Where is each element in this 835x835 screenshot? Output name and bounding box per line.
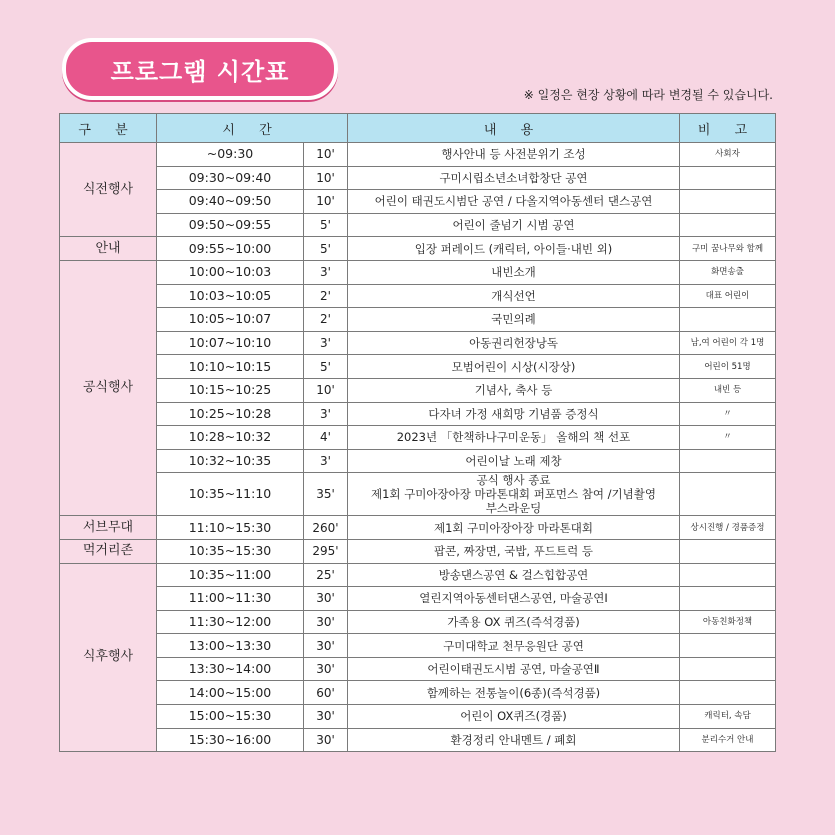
content-cell: 함께하는 전통놀이(6종)(즉석경품) [348, 681, 680, 705]
table-row [60, 378, 776, 402]
duration-cell: 2' [304, 308, 348, 332]
table-row [60, 516, 776, 540]
table-row [60, 284, 776, 308]
table-row [60, 166, 776, 190]
time-cell: 10:05~10:07 [157, 308, 304, 332]
table-row [60, 213, 776, 237]
content-cell: 입장 퍼레이드 (캐릭터, 아이들·내빈 외) [348, 237, 680, 261]
note-cell [680, 190, 776, 214]
note-cell: 어린이 51명 [680, 355, 776, 379]
duration-cell: 25' [304, 563, 348, 587]
content-cell: 어린이태권도시범 공연, 마술공연Ⅱ [348, 657, 680, 681]
time-cell: 09:55~10:00 [157, 237, 304, 261]
duration-cell: 5' [304, 213, 348, 237]
content-cell: 가족용 OX 퀴즈(즉석경품) [348, 610, 680, 634]
duration-cell: 2' [304, 284, 348, 308]
content-cell: 어린이 줄넘기 시범 공연 [348, 213, 680, 237]
duration-cell: 10' [304, 378, 348, 402]
header-category: 구 분 [60, 114, 157, 143]
table-row [60, 634, 776, 658]
content-cell: 환경정리 안내멘트 / 폐회 [348, 728, 680, 752]
duration-cell: 10' [304, 166, 348, 190]
note-cell [680, 563, 776, 587]
time-cell: 11:30~12:00 [157, 610, 304, 634]
note-cell [680, 449, 776, 473]
table-header-row [60, 114, 776, 143]
content-cell: 방송댄스공연 & 걸스힙합공연 [348, 563, 680, 587]
time-cell: 09:30~09:40 [157, 166, 304, 190]
duration-cell: 30' [304, 657, 348, 681]
note-cell: 구미 꿈나무와 함께 [680, 237, 776, 261]
duration-cell: 10' [304, 190, 348, 214]
note-cell: 내빈 등 [680, 378, 776, 402]
duration-cell: 3' [304, 331, 348, 355]
content-cell: 기념사, 축사 등 [348, 378, 680, 402]
note-cell: 사회자 [680, 143, 776, 167]
duration-cell: 295' [304, 539, 348, 563]
duration-cell: 3' [304, 260, 348, 284]
time-cell: 11:00~11:30 [157, 587, 304, 611]
note-cell [680, 473, 776, 516]
duration-cell: 30' [304, 587, 348, 611]
duration-cell: 60' [304, 681, 348, 705]
time-cell: 10:03~10:05 [157, 284, 304, 308]
time-cell: 15:30~16:00 [157, 728, 304, 752]
note-cell: 〃 [680, 426, 776, 450]
header-time: 시 간 [157, 114, 348, 143]
time-cell: 10:28~10:32 [157, 426, 304, 450]
category-cell: 식전행사 [60, 143, 157, 237]
note-cell: 분리수거 안내 [680, 728, 776, 752]
header-content: 내 용 [348, 114, 680, 143]
content-cell: 구미대학교 천무응원단 공연 [348, 634, 680, 658]
table-row [60, 610, 776, 634]
time-cell: 10:32~10:35 [157, 449, 304, 473]
table-row [60, 331, 776, 355]
time-cell: 11:10~15:30 [157, 516, 304, 540]
content-cell: 어린이 태권도시범단 공연 / 다올지역아동센터 댄스공연 [348, 190, 680, 214]
table-row [60, 681, 776, 705]
time-cell: ~09:30 [157, 143, 304, 167]
category-cell: 공식행사 [60, 260, 157, 515]
duration-cell: 4' [304, 426, 348, 450]
duration-cell: 5' [304, 355, 348, 379]
schedule-table [59, 113, 776, 752]
table-row [60, 426, 776, 450]
table-row [60, 539, 776, 563]
time-cell: 10:35~11:00 [157, 563, 304, 587]
duration-cell: 30' [304, 728, 348, 752]
duration-cell: 35' [304, 473, 348, 516]
table-row [60, 237, 776, 261]
table-row [60, 190, 776, 214]
time-cell: 09:50~09:55 [157, 213, 304, 237]
schedule-notice: ※ 일정은 현장 상황에 따라 변경될 수 있습니다. [523, 88, 773, 102]
table-row [60, 143, 776, 167]
content-cell: 어린이날 노래 제창 [348, 449, 680, 473]
table-row [60, 355, 776, 379]
content-cell: 개식선언 [348, 284, 680, 308]
duration-cell: 3' [304, 402, 348, 426]
table-row [60, 260, 776, 284]
note-cell: 〃 [680, 402, 776, 426]
note-cell: 대표 어린이 [680, 284, 776, 308]
content-cell: 2023년 「한책하나구미운동」 올해의 책 선포 [348, 426, 680, 450]
content-cell: 내빈소개 [348, 260, 680, 284]
content-cell: 다자녀 가정 새희망 기념품 증정식 [348, 402, 680, 426]
time-cell: 10:00~10:03 [157, 260, 304, 284]
content-cell: 행사안내 등 사전분위기 조성 [348, 143, 680, 167]
category-cell: 식후행사 [60, 563, 157, 752]
time-cell: 10:07~10:10 [157, 331, 304, 355]
table-row [60, 705, 776, 729]
time-cell: 10:35~15:30 [157, 539, 304, 563]
note-cell: 캐릭터, 속담 [680, 705, 776, 729]
page-title: 프로그램 시간표 [62, 38, 338, 100]
note-cell [680, 587, 776, 611]
table-row [60, 728, 776, 752]
time-cell: 13:00~13:30 [157, 634, 304, 658]
table-row [60, 402, 776, 426]
note-cell [680, 166, 776, 190]
note-cell: 아동친화정책 [680, 610, 776, 634]
content-cell: 공식 행사 종료 제1회 구미아장아장 마라톤대회 퍼포먼스 참여 /기념촬영 부스라운딩 [348, 473, 680, 516]
table-row [60, 308, 776, 332]
content-cell: 국민의례 [348, 308, 680, 332]
note-cell [680, 308, 776, 332]
time-cell: 15:00~15:30 [157, 705, 304, 729]
duration-cell: 30' [304, 705, 348, 729]
content-cell: 아동권리헌장낭독 [348, 331, 680, 355]
note-cell [680, 539, 776, 563]
note-cell [680, 681, 776, 705]
note-cell [680, 657, 776, 681]
table-row [60, 473, 776, 516]
duration-cell: 260' [304, 516, 348, 540]
time-cell: 10:35~11:10 [157, 473, 304, 516]
table-row [60, 449, 776, 473]
note-cell [680, 634, 776, 658]
time-cell: 10:10~10:15 [157, 355, 304, 379]
content-cell: 모범어린이 시상(시장상) [348, 355, 680, 379]
table-row [60, 587, 776, 611]
time-cell: 13:30~14:00 [157, 657, 304, 681]
note-cell: 남,여 어린이 각 1명 [680, 331, 776, 355]
time-cell: 10:15~10:25 [157, 378, 304, 402]
duration-cell: 5' [304, 237, 348, 261]
header-note: 비 고 [680, 114, 776, 143]
content-cell: 구미시립소년소녀합창단 공연 [348, 166, 680, 190]
content-cell: 팝콘, 짜장면, 국밥, 푸드트럭 등 [348, 539, 680, 563]
note-cell: 상시진행 / 경품증정 [680, 516, 776, 540]
schedule-body [60, 143, 776, 752]
category-cell: 안내 [60, 237, 157, 261]
time-cell: 14:00~15:00 [157, 681, 304, 705]
table-row [60, 563, 776, 587]
content-cell: 열린지역아동센터댄스공연, 마술공연Ⅰ [348, 587, 680, 611]
category-cell: 서브무대 [60, 516, 157, 540]
note-cell: 화면송출 [680, 260, 776, 284]
content-cell: 제1회 구미아장아장 마라톤대회 [348, 516, 680, 540]
duration-cell: 10' [304, 143, 348, 167]
category-cell: 먹거리존 [60, 539, 157, 563]
time-cell: 09:40~09:50 [157, 190, 304, 214]
note-cell [680, 213, 776, 237]
duration-cell: 30' [304, 610, 348, 634]
duration-cell: 3' [304, 449, 348, 473]
table-row [60, 657, 776, 681]
time-cell: 10:25~10:28 [157, 402, 304, 426]
duration-cell: 30' [304, 634, 348, 658]
content-cell: 어린이 OX퀴즈(경품) [348, 705, 680, 729]
